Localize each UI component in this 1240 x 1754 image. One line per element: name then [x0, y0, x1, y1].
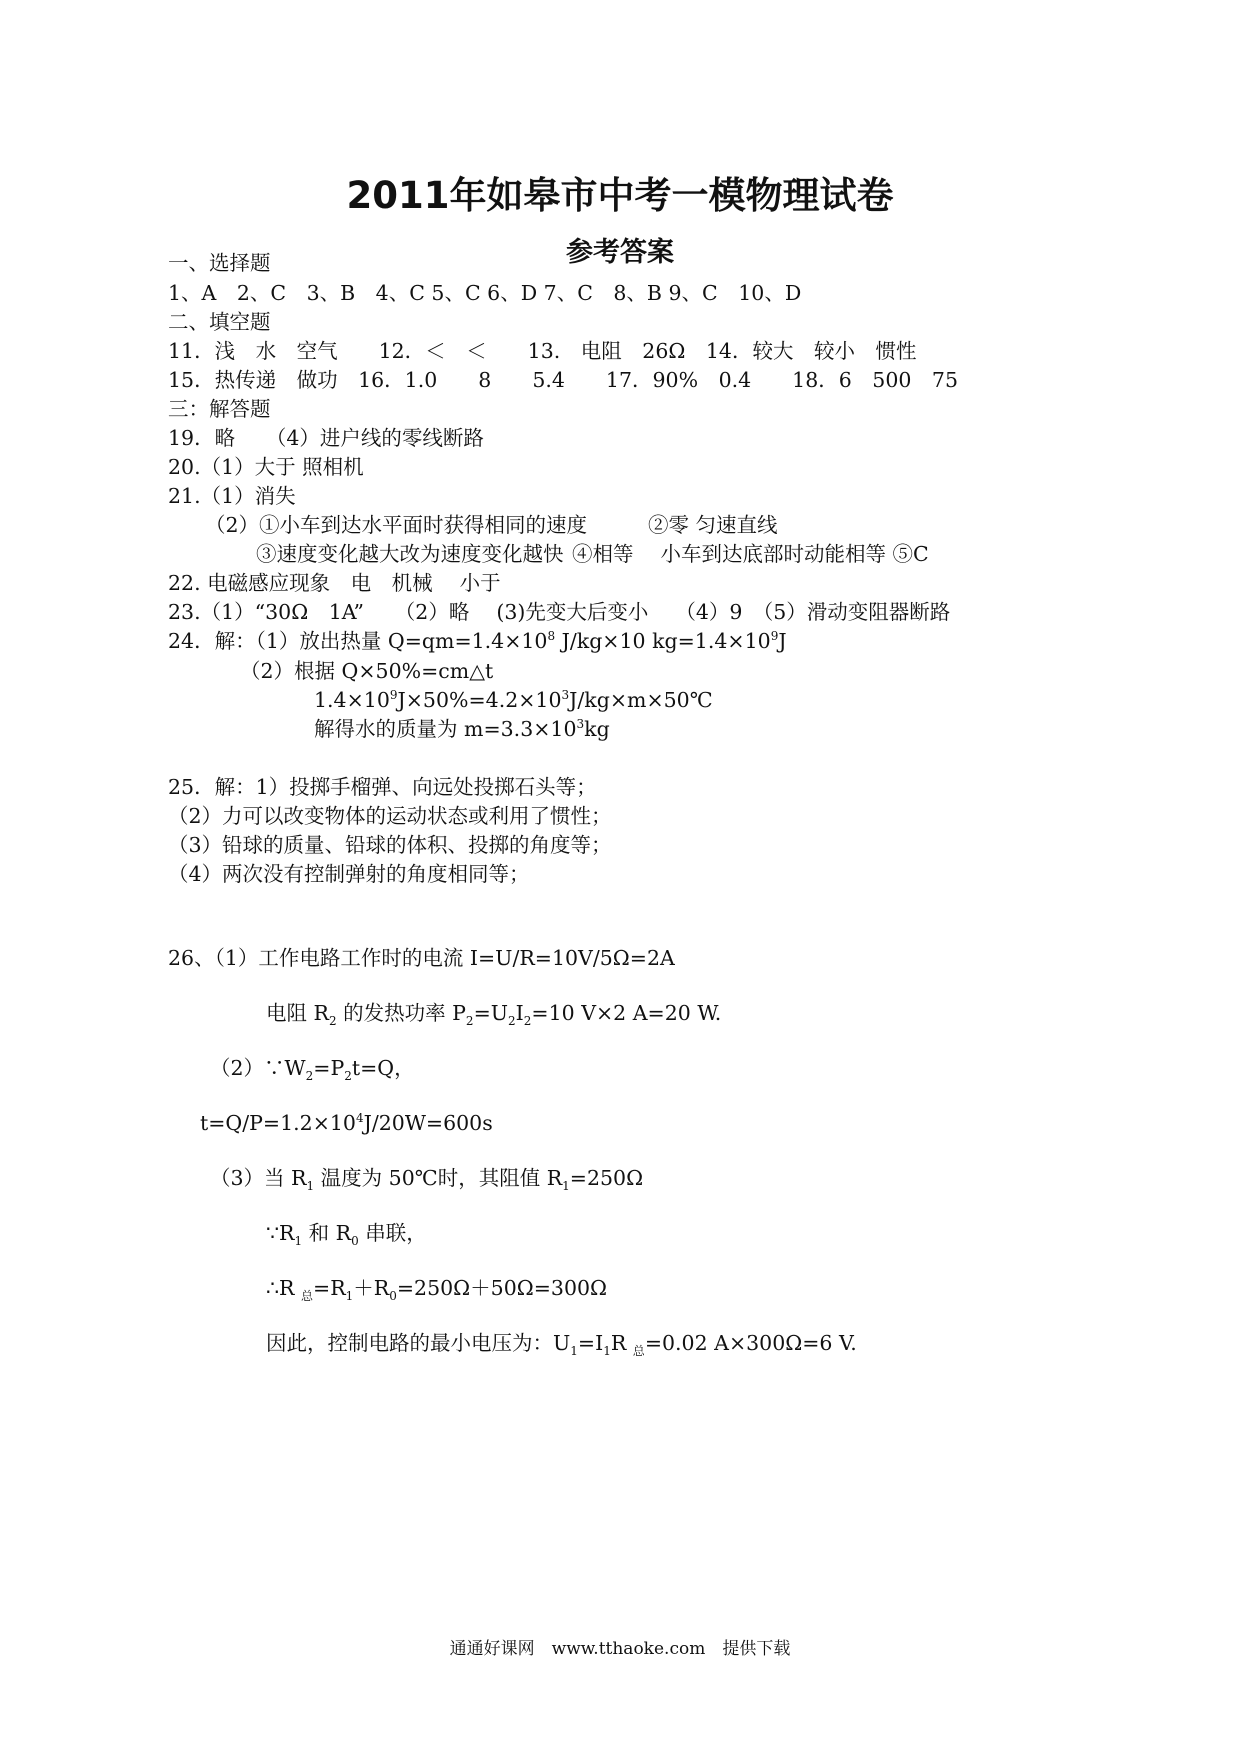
answer-line-26-1b: 电阻 $R_2$ 的发热功率 $P_2=U_2I_2=10$ V×2 A=20 W.	[266, 1001, 722, 1029]
answer-line-21-1: 21.（1）消失	[168, 484, 296, 508]
answer-line-21-2a: （2）①小车到达水平面时获得相同的速度	[205, 513, 588, 537]
answer-line-24-3: $1.4\times 10^9J\times 50\%=4.2\times 10^3J/kg\times m\times 50℃$	[314, 688, 713, 712]
answer-line-22: 22. 电磁感应现象 电 机械 小于	[168, 571, 501, 595]
answer-line-24-4: 解得水的质量为 $m=3.3\times 10^3kg$	[314, 717, 610, 741]
answer-line-25-4: （4）两次没有控制弹射的角度相同等；	[168, 862, 530, 886]
answer-line-20: 20.（1）大于 照相机	[168, 455, 364, 479]
answer-line-26-3d: 因此，控制电路的最小电压为：$U_1=I_1R$ $_总$=0.02 A×300Ω=6 V.	[266, 1331, 857, 1359]
section-heading-solve: 三：解答题	[168, 397, 271, 421]
answer-line-26-2: $(2)\because W_2=P_2t=Q$，	[210, 1056, 415, 1084]
answer-line-23: 23.（1）“30Ω 1A” （2）略 (3)先变大后变小 （4）9 （5）滑动变阻器断路	[168, 600, 951, 624]
answer-line-24-1: 24．解：（1）放出热量 $Q=qm=1.4\times 10^8$ J/kg×10 $kg=1.4\times 10^9J$	[168, 629, 787, 653]
page-title: 2011年如皋市中考一模物理试卷	[346, 174, 894, 217]
answer-line-choice: 1、A 2、C 3、B 4、C 5、C 6、D 7、C 8、B 9、C 10、D	[168, 281, 802, 305]
answer-line-26-3b: $\because R_1$ 和 $R_0$ 串联，	[266, 1221, 427, 1249]
answer-line-11-14: 11．浅 水 空气 12．＜ ＜ 13. 电阻 26Ω 14．较大 较小 惯性	[168, 339, 917, 363]
answer-line-25: 25．解：1）投掷手榴弹、向远处投掷石头等；	[168, 775, 597, 799]
answer-line-25-2: （2）力可以改变物体的运动状态或利用了惯性；	[168, 804, 612, 828]
answer-line-26-3c: ∴R $_总=R_1+R_0=250\Omega+50\Omega=300\Omega$	[266, 1276, 608, 1304]
page-footer: 通通好课网 www.tthaoke.com 提供下载	[449, 1639, 791, 1659]
answer-line-24-2: （2）根据 Q×50%=cm△t	[240, 659, 494, 683]
answer-line-21-3b: ④相等 小车到达底部时动能相等 ⑤C	[572, 542, 929, 566]
answer-line-25-3: （3）铅球的质量、铅球的体积、投掷的角度等；	[168, 833, 612, 857]
answer-line-21-2b: ②零 匀速直线	[648, 513, 778, 537]
section-heading-choice: 一、选择题	[168, 251, 271, 275]
answer-line-15-18: 15．热传递 做功 16．1.0 8 5.4 17．90% 0.4 18．6 500 75	[168, 368, 959, 392]
answer-line-19: 19．略 （4）进户线的零线断路	[168, 426, 484, 450]
answer-line-26-3: （3）当 $R_1$ 温度为 50℃时，其阻值 $R_1=250\Omega$	[210, 1166, 644, 1194]
answer-line-21-3a: ③速度变化越大改为速度变化越快	[256, 542, 564, 566]
page-subtitle: 参考答案	[566, 237, 674, 268]
answer-line-26-1: 26、（1）工作电路工作时的电流 I=U/R=10V/5Ω=2A	[168, 946, 675, 970]
section-heading-fill: 二、填空题	[168, 310, 271, 334]
answer-line-26-2b: $t=Q/P=1.2\times 10^4J/20W=600s$	[200, 1111, 493, 1135]
